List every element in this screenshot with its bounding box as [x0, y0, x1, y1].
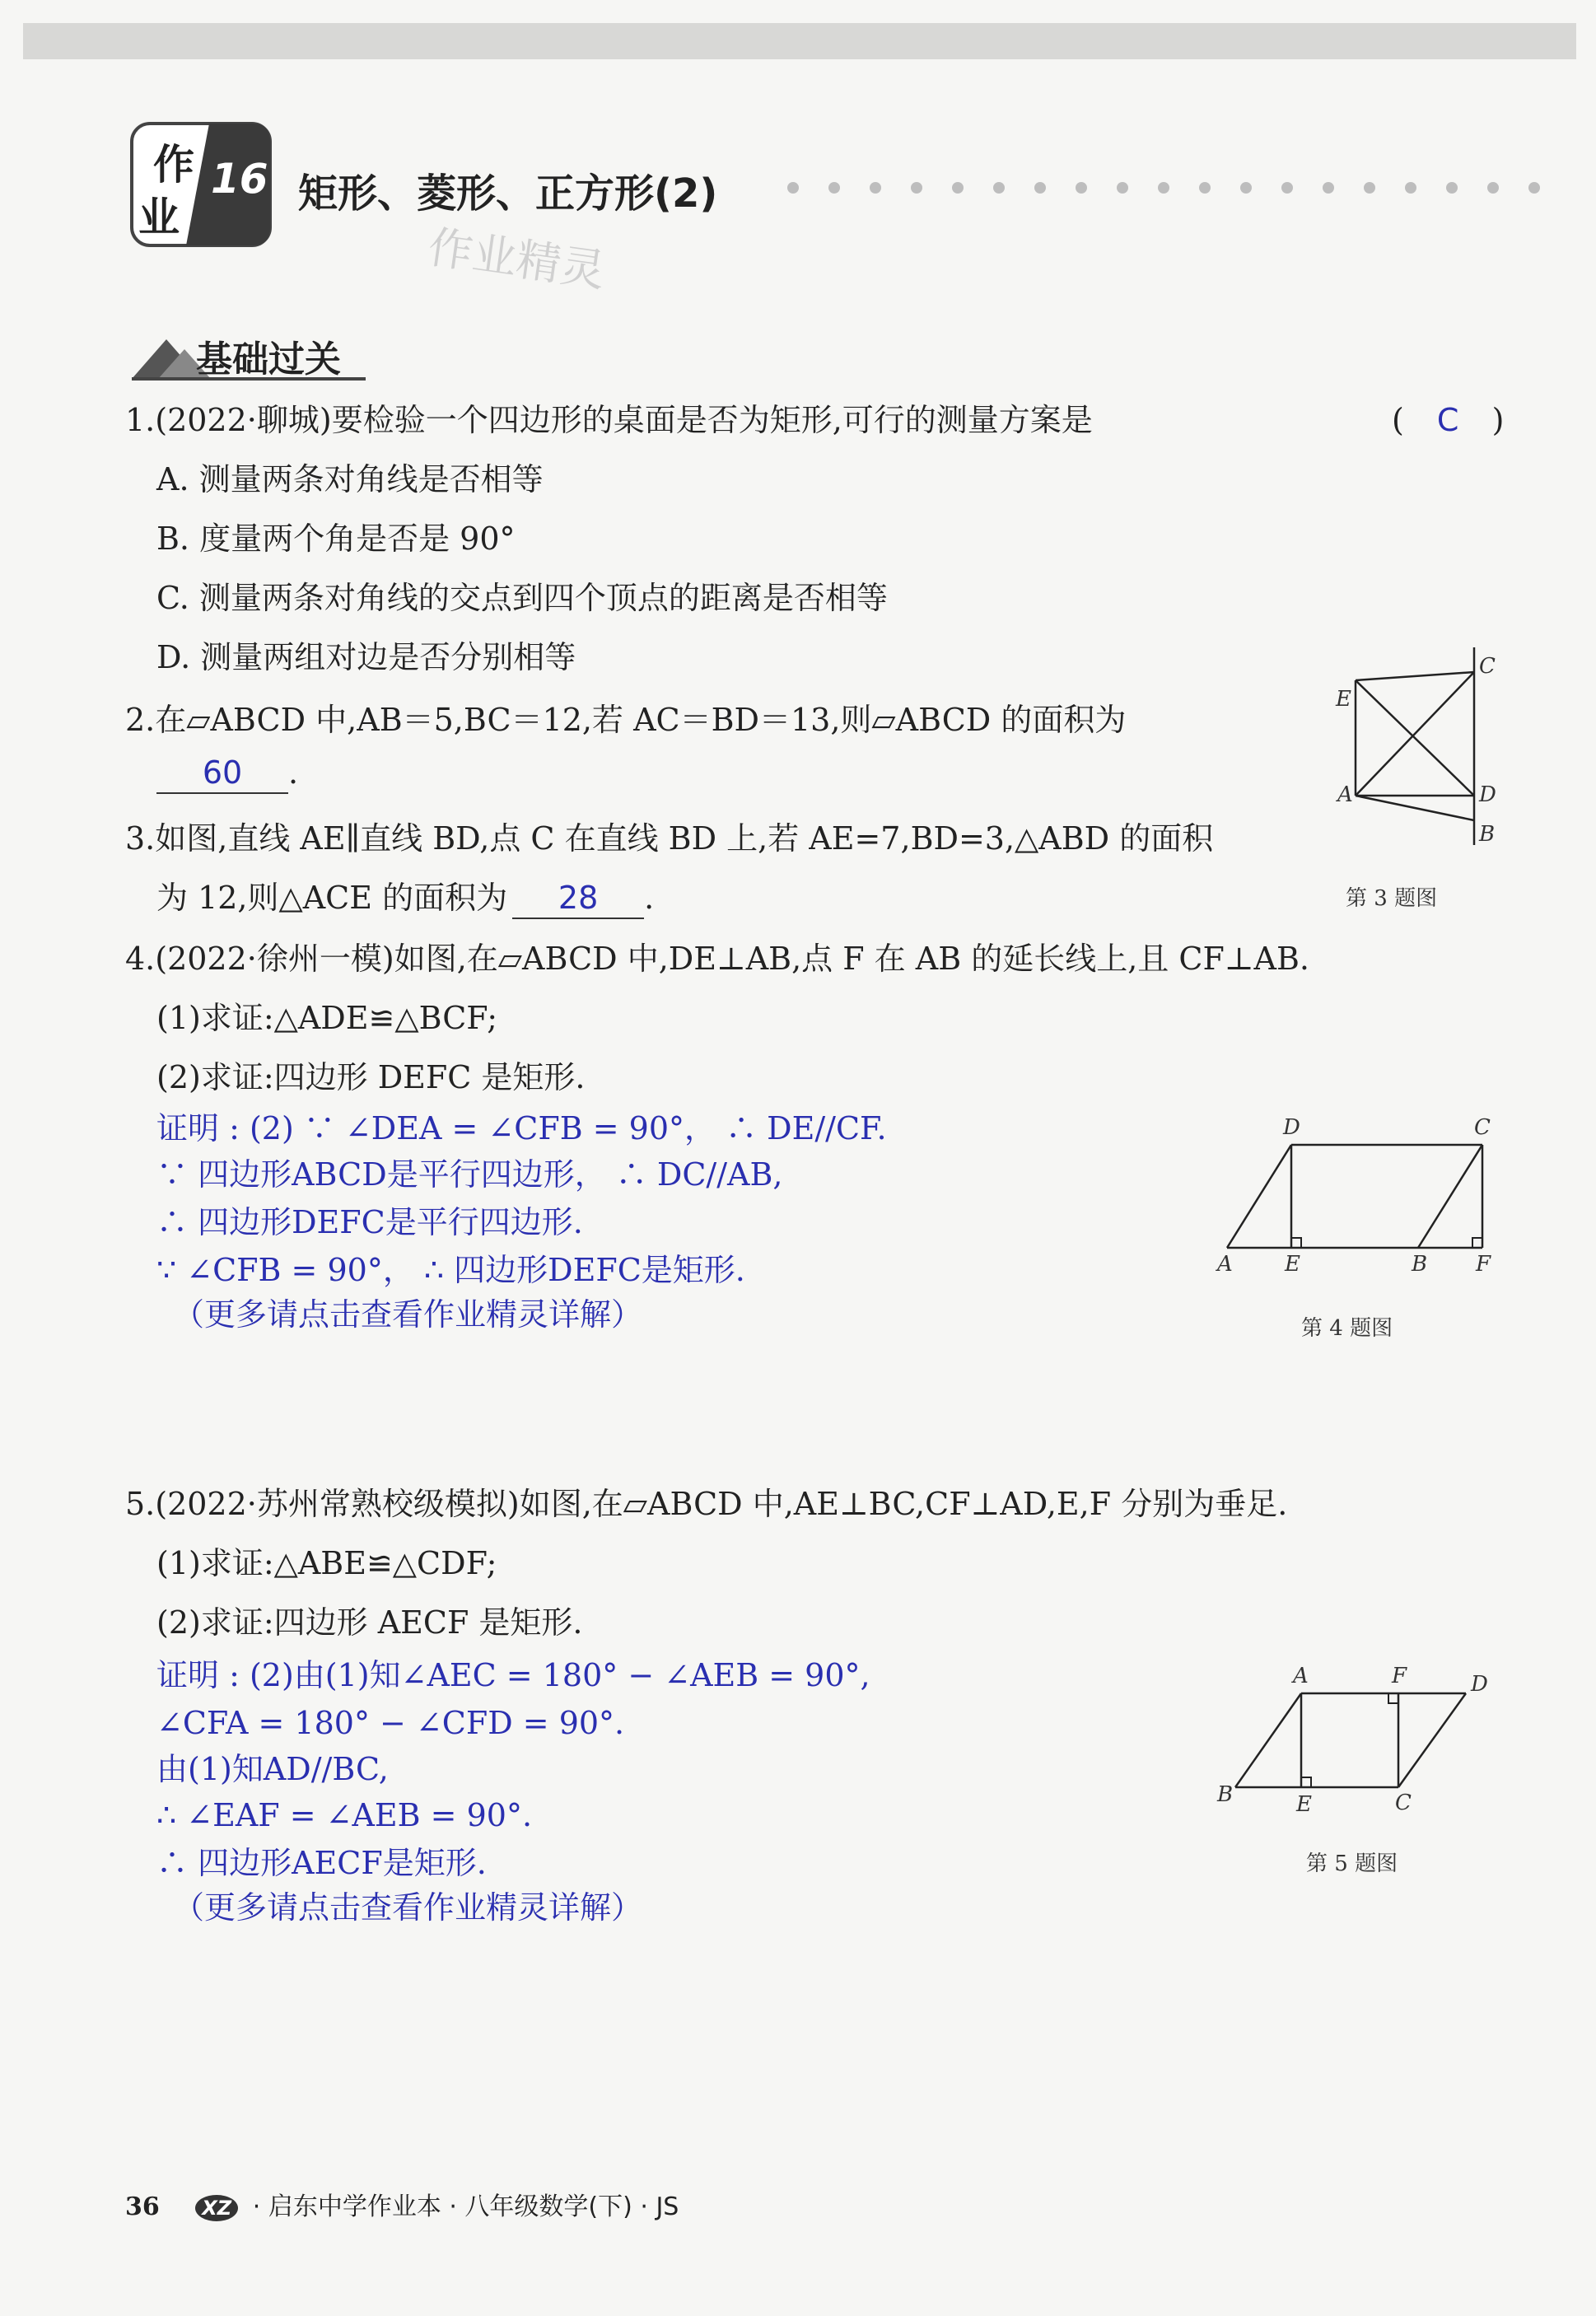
- fig4-label-c: C: [1474, 1115, 1491, 1140]
- badge-char-top: 作: [153, 141, 194, 189]
- publisher-logo: XZ: [195, 2195, 238, 2221]
- fig4-label-a: A: [1217, 1252, 1233, 1277]
- q4-sub1: (1)求证:△ADE≌△BCF;: [156, 1000, 498, 1036]
- q4-proof-line-3: ∴ 四边形DEFC是平行四边形.: [156, 1204, 583, 1240]
- q4-stem: 4.(2022·徐州一模)如图,在▱ABCD 中,DE⊥AB,点 F 在 AB 的延长线上,且 CF⊥AB.: [125, 941, 1309, 977]
- q5-proof-line-2: ∠CFA = 180° − ∠CFD = 90°.: [156, 1705, 625, 1741]
- fig3-caption: 第 3 题图: [1346, 886, 1438, 911]
- q4-proof-line-1: 证明 : (2) ∵ ∠DEA = ∠CFB = 90°， ∴ DE//CF.: [156, 1110, 887, 1146]
- fig4-label-e: E: [1285, 1252, 1300, 1277]
- fig4-label-d: D: [1283, 1115, 1300, 1140]
- book-title: · 启东中学作业本 · 八年级数学(下) · JS: [252, 2192, 679, 2221]
- q2-answer-line: [156, 753, 298, 794]
- fig3-label-a: A: [1337, 782, 1353, 807]
- fig4-label-b: B: [1412, 1252, 1428, 1277]
- q4-proof-line-2: ∵ 四边形ABCD是平行四边形， ∴ DC//AB,: [156, 1156, 783, 1193]
- fig5-caption: 第 5 题图: [1306, 1851, 1398, 1876]
- q5-proof-line-1: 证明 : (2)由(1)知∠AEC = 180° − ∠AEB = 90°,: [156, 1657, 870, 1693]
- page-title: 矩形、菱形、正方形(2): [298, 170, 718, 217]
- q1-answer: C: [1436, 402, 1459, 438]
- q2-answer: 60: [156, 753, 288, 794]
- q4-proof-line-4: ∵ ∠CFB = 90°， ∴ 四边形DEFC是矩形.: [156, 1252, 745, 1288]
- q3-end: .: [644, 880, 655, 916]
- section-title: 基础过关: [196, 339, 341, 381]
- q4-proof-more-link[interactable]: （更多请点击查看作业精灵详解）: [173, 1296, 643, 1333]
- figure-5: [1211, 1664, 1507, 1828]
- q5-sub1: (1)求证:△ABE≌△CDF;: [156, 1545, 497, 1581]
- q3-answer: 28: [512, 878, 644, 919]
- q5-proof-line-5: ∴ 四边形AECF是矩形.: [156, 1845, 487, 1881]
- fig3-label-b: B: [1479, 822, 1496, 847]
- q1-option-b: B. 度量两个角是否是 90°: [156, 521, 516, 557]
- figure-4: [1211, 1115, 1507, 1285]
- fig5-label-e: E: [1296, 1792, 1312, 1817]
- fig5-label-d: D: [1471, 1672, 1488, 1697]
- fig3-label-d: D: [1479, 782, 1496, 807]
- fig5-label-b: B: [1217, 1782, 1234, 1807]
- watermark: 作业精灵: [425, 221, 609, 297]
- q1-stem: 1.(2022·聊城)要检验一个四边形的桌面是否为矩形,可行的测量方案是: [125, 402, 1093, 438]
- q4-sub2: (2)求证:四边形 DEFC 是矩形.: [156, 1059, 586, 1095]
- q3-answer-line: [156, 878, 654, 919]
- badge-char-bottom: 业: [138, 194, 180, 241]
- q5-proof-more-link[interactable]: （更多请点击查看作业精灵详解）: [173, 1889, 643, 1926]
- q1-answer-paren: [1392, 400, 1504, 440]
- fig4-caption: 第 4 题图: [1301, 1316, 1393, 1341]
- q2-stem: 2.在▱ABCD 中,AB＝5,BC＝12,若 AC＝BD＝13,则▱ABCD 的面积为: [125, 702, 1127, 738]
- q3-stem: 3.如图,直线 AE∥直线 BD,点 C 在直线 BD 上,若 AE=7,BD=3,△ABD 的面积: [125, 820, 1214, 857]
- fig4-label-f: F: [1476, 1252, 1491, 1277]
- fig3-label-e: E: [1336, 687, 1351, 712]
- top-banner: [23, 23, 1576, 59]
- q1-option-d: D. 测量两组对边是否分别相等: [156, 639, 576, 675]
- q5-proof-line-3: 由(1)知AD//BC,: [156, 1751, 389, 1787]
- title-dots: [787, 181, 1578, 197]
- q1-option-a: A. 测量两条对角线是否相等: [156, 461, 544, 497]
- q5-sub2: (2)求证:四边形 AECF 是矩形.: [156, 1604, 583, 1641]
- q1-paren-open: (: [1392, 402, 1404, 438]
- figure-3: [1318, 642, 1499, 865]
- page-number: 36: [125, 2192, 160, 2221]
- q1-paren-close: ): [1491, 402, 1505, 438]
- q5-stem: 5.(2022·苏州常熟校级模拟)如图,在▱ABCD 中,AE⊥BC,CF⊥AD,E,F 分别为垂足.: [125, 1486, 1288, 1522]
- fig5-label-a: A: [1293, 1664, 1309, 1688]
- fig5-label-f: F: [1392, 1664, 1407, 1688]
- fig3-label-c: C: [1479, 654, 1496, 679]
- fig5-label-c: C: [1395, 1791, 1412, 1815]
- footer: [125, 2186, 679, 2222]
- q5-proof-line-4: ∴ ∠EAF = ∠AEB = 90°.: [156, 1797, 533, 1833]
- q1-option-c: C. 测量两条对角线的交点到四个顶点的距离是否相等: [156, 580, 888, 616]
- q2-end: .: [288, 754, 299, 791]
- homework-badge: [128, 120, 273, 249]
- badge-number: 16: [211, 155, 268, 203]
- q3-prefix: 为 12,则△ACE 的面积为: [156, 880, 508, 916]
